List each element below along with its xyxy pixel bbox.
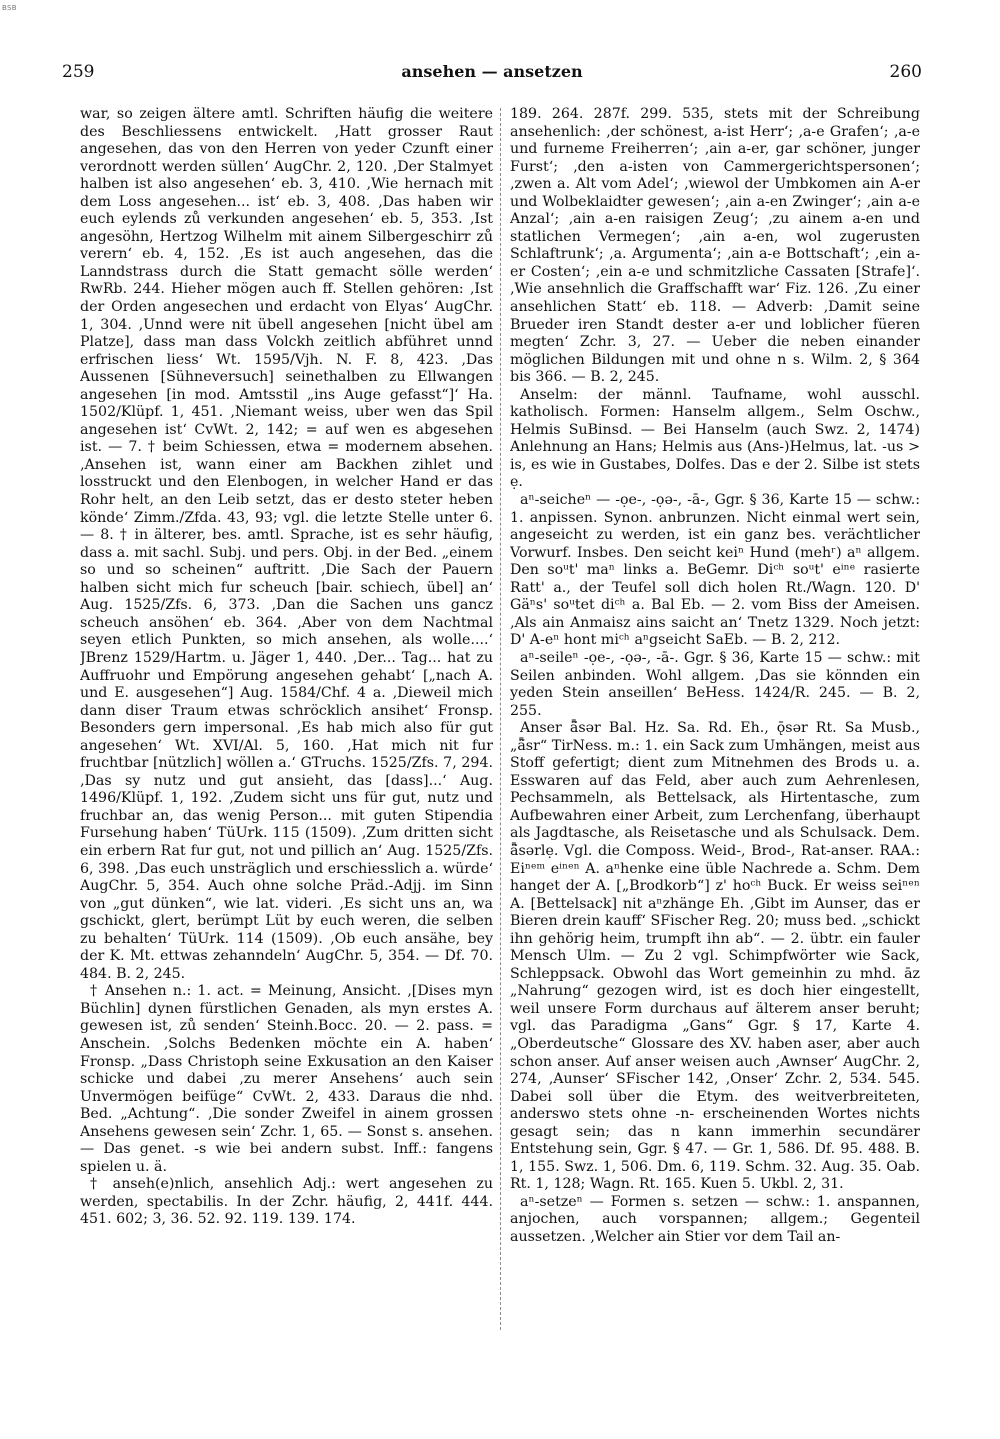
entry-anselm: Anselm: der männl. Taufname, wohl ausschl. katholisch. Formen: Hanselm allgem., Selm Oschw., Helmis SuBinsd. — Bei Hanselm (auch Swz. 2, 1474) Anlehnung an Hans; Helmis aus (Ans-)Helmus, lat. -us > is, es wie in Gustabes, Dolfes. Das e der 2. Silbe ist stets ẹ. — [510, 386, 920, 491]
entry-anseilen: aⁿ-seileⁿ -ọe-, -ọə-, -ā-. Ggr. § 36, Karte 15 — schw.: mit Seilen anbinden. Wohl allgem. ‚Das sie könnden ein yeden Stein anseillen‘ BeHess. 1424/R. 245. — B. 2, 255. — [510, 649, 920, 719]
text-paragraph: 189. 264. 287f. 299. 535, stets mit der Schreibung ansehenlich: ‚der schönest, a-ist Herr‘; ‚a-e Grafen‘; ‚a-e und furneme Freiherren‘; ‚ain a-er, gar schöner, junger Furst‘; ‚den a-isten von Cammergerichtspersonen‘; ‚zwen a. Alt vom Adel‘; ‚wiewol der Umbkomen ain A-er und Wolbeklaidter gewesen‘; ‚ain a-en Zwinger‘; ‚ain a-e Anzal‘; ‚ain a-en raisigen Zeug‘; ‚zu ainem a-en und statlichen Vermegen‘; ‚ain a-en, wol zugerusten Schlaftrunk‘; ‚a. Argumenta‘; ‚ain a-e Bottschaft‘; ‚ein a-er Costen‘; ‚ein a-e und schmitzliche Cassaten [Strafe]‘. ‚Wie ansehnlich die Graffschafft war‘ Fiz. 126. ‚Zu einer ansehlichen Statt‘ eb. 118. — Adverb: ‚Damit seine Brueder iren Standt dester a-er und loblicher füeren megten‘ Zchr. 3, 27. — Ueber die neben einander möglichen Bildungen mit und ohne n s. Wilm. 2, § 364 bis 366. — B. 2, 245. — [510, 106, 920, 386]
page-number-left: 259 — [62, 62, 95, 82]
page-header — [62, 62, 922, 88]
column-divider — [500, 108, 501, 1330]
entry-ansetzen: aⁿ-setzeⁿ — Formen s. setzen — schw.: 1. anspannen, anjochen, auch vorspannen; allgem.; Gegenteil aussetzen. ‚Welcher ain Stier vor dem Tail an- — [510, 1193, 920, 1245]
entry-ansehnlich: † anseh(e)nlich, ansehlich Adj.: wert angesehen zu werden, spectabilis. In der Zchr. häufig, 2, 441f. 444. 451. 602; 3, 36. 52. 92. 119. 139. 174. — [80, 1176, 493, 1228]
entry-anseichen: aⁿ-seicheⁿ — -ọe-, -ọə-, -ā-, Ggr. § 36, Karte 15 — schw.: 1. anpissen. Synon. anbrunzen. Nicht einmal wert sein, angeseicht zu werden, ist ein ganz bes. verächtlicher Vorwurf. Insbes. Den seicht keiⁿ Hund (mehʳ) aⁿ allgem. Den soᵘt' maⁿ links a. BeGemr. Diᶜʰ soᵘt' eⁱⁿᵉ rasierte Ratt' a., der Teufel soll dich holen Rt./Wagn. 120. D' Gäⁿs' soᵘtet diᶜʰ a. Bal Eb. — 2. vom Biss der Ameisen. ‚Als ain Anmaisz ains saicht an‘ Tnetz 1329. Noch jetzt: D' A-eⁿ hont miᶜʰ aⁿgseicht SaEb. — B. 2, 212. — [510, 492, 920, 649]
text-paragraph: war, so zeigen ältere amtl. Schriften häufig die weitere des Beschliessens entwickelt. ‚Hatt grosser Raut angesehen, das von den Herren von yeder Czunft einer verordnott werden süllen‘ AugChr. 2, 120. ‚Der Stalmyet halben ist also angesehen‘ eb. 3, 410. ‚Wie hernach mit dem Loss angesehen... ist‘ eb. 3, 408. ‚Das haben wir euch eylends zů verkunden angesehen‘ eb. 5, 353. ‚Ist angesöhn, Hertzog Wilhelm mit ainem Silbergeschirr zů verern‘ eb. 4, 152. ‚Es ist auch angesehen, das die Lanndstrass durch die Statt gemacht sölle werden‘ RwRb. 244. Hieher mögen auch ff. Stellen gehören: ‚Ist der Orden angesechen und erdacht von Elyas‘ AugChr. 1, 304. ‚Unnd were nit übell angesehen [nicht übel am Platze], dass man dass Volckh zeitlich abführet unnd erfrischen liess‘ Wt. 1595/Vjh. N. F. 8, 423. ‚Das Aussenen [Sühneversuch] seinethalben zu Ellwangen angesehen [in mod. Amtsstil „ins Auge gefasst“]‘ Ha. 1502/Klüpf. 1, 451. ‚Niemant weiss, uber wen das Spil angesehen ist‘ CvWt. 2, 142; = auf wen es abgesehen ist. — 7. † beim Schiessen, etwa = modernem absehen. ‚Ansehen ist, wann einer am Backhen zihlet und losstruckt und den Elenbogen, in welcher Hand er das Rohr helt, an den Leib setzt, das er desto steter heben könde‘ Zimm./Zfda. 43, 93; vgl. die letzte Stelle unter 6. — 8. † in älterer, bes. amtl. Sprache, ist es sehr häufig, dass a. mit sachl. Subj. und pers. Obj. in der Bed. „einem so und so scheinen“ auftritt. ‚Die Sach der Pauern halben sicht mich fur scheuch [bair. schiech, übel] an‘ Aug. 1525/Zfs. 6, 373. ‚Dan die Sachen uns gancz scheuch ansöhen‘ eb. 364. ‚Aber von dem Nachtmal seyen etlich Punkten, so mich ansehen, als wolle....‘ JBrenz 1529/Hartm. u. Jäger 1, 440. ‚Der... Tag... hat zu Auffruohr und Empörung angesehen gehabt‘ [„nach A. und E. ausgesehen“] Aug. 1584/Chf. 4 a. ‚Dieweil mich dann diser Traum etwas schröcklich ansihet‘ Fronsp. Besonders gern impersonal. ‚Es hab mich also für gut angesehen‘ Wt. XVI/Al. 5, 160. ‚Hat mich nit fur fruchtbar [nützlich] wöllen a.‘ GTruchs. 1525/Zfs. 7, 294. ‚Das sy nutz und gut ansieht, das [dass]...‘ Aug. 1496/Klüpf. 1, 192. ‚Zudem sicht uns für gut, nutz und fruchbar an, das wenig Person... mit guten Stipendia Fursehung haben‘ TüUrk. 115 (1509). ‚Zum dritten sicht ein erbern Rat fur gut, not und pillich an‘ Aug. 1525/Zfs. 6, 398. ‚Das euch unsträglich und erschiesslich a. würde‘ AugChr. 5, 354. Auch ohne solche Präd.-Adjj. im Sinn von „gut dünken“, wie lat. videri. ‚Es sicht uns an, wa gschickt, glert, berümpt Lüt by euch weren, die selben zu behalten‘ TüUrk. 114 (1509). ‚Ob euch ansähe, bey der K. Mt. ettwas zehanndeln‘ AugChr. 5, 354. — Df. 70. 484. B. 2, 245. — [80, 106, 493, 982]
left-column — [80, 106, 493, 1328]
entry-ansehen-noun: † Ansehen n.: 1. act. = Meinung, Ansicht. ‚[Dises myn Büchlin] dynen fürstlichen Genaden, als myn erstes A. gewesen ist, zů senden‘ Steinh.Bocc. 20. — 2. pass. = Anschein. ‚Solchs Bedenken möchte ein A. haben‘ Fronsp. „Dass Christoph seine Exkusation an den Kaiser schicke und dabei ‚zu merer Ansehens‘ auch sein Unvermögen beifüge“ CvWt. 2, 433. Daraus die nhd. Bed. „Achtung“. ‚Die sonder Zweifel in ainem grossen Ansehens gewesen sein‘ Zchr. 1, 65. — Sonst s. ansehen. — Das genet. -s wie bei andern subst. Inff.: fangens spielen u. ä. — [80, 983, 493, 1175]
page-number-right: 260 — [889, 62, 922, 82]
entry-anser: Anser ǟ̃sər Bal. Hz. Sa. Rd. Eh., ǭsər Rt. Sa Musb., „ǟ̃sr“ TirNess. m.: 1. ein Sack zum Umhängen, meist aus Stoff gefertigt; dient zum Mitnehmen des Brods u. a. Esswaren auf das Feld, aber auch zum Aehrenlesen, Pechsammeln, als Bettelsack, als Hirtentasche, zum Aufbewahren einer Arbeit, zum Lerchenfang, überhaupt als Jagdtasche, als Reisetasche und als Schulsack. Dem. ǟ̃sərlẹ. Vgl. die Composs. Weid-, Brod-, Rat-anser. RAA.: Eiⁿᵉᵐ eⁱⁿᵉⁿ A. aⁿhenke eine üble Nachrede a. Schm. Dem hanget der A. [„Brodkorb“] z' hoᶜʰ Buck. Er weiss seiⁿᵉⁿ A. [Bettelsack] nit aⁿzhänge Eh. ‚Gibt im Aunser, das er Bieren drein kauff‘ SFischer Reg. 20; muss bed. „schickt ihn gehörig heim, trumpft ihn ab“. — 2. übtr. ein fauler Mensch Ulm. — Zu 2 vgl. Schimpfwörter wie Sack, Schleppsack. Obwohl das Wort gemeinhin zu mhd. āz „Nahrung“ gezogen wird, ist es doch hier eingestellt, weil unsere Form durchaus auf älterem anser beruht; vgl. das Paradigma „Gans“ Ggr. § 17, Karte 4. „Oberdeutsche“ Glossare des XV. haben aser, aber auch schon anser. Auf anser weisen auch ‚Awnser‘ AugChr. 2, 274, ‚Aunser‘ SFischer 142, ‚Onser‘ Zchr. 2, 534. 545. Dabei soll über die Etym. des weitverbreiteten, anderswo stets ohne -n- erscheinenden Wortes nichts gesagt sein; das n kann immerhin secundärer Entstehung sein, Ggr. § 47. — Gr. 1, 586. Df. 95. 488. B. 1, 155. Swz. 1, 506. Dm. 6, 119. Schm. 32. Aug. 35. Oab. Rt. 1, 128; Wagn. Rt. 165. Kuen 5. Ukbl. 2, 31. — [510, 720, 920, 1193]
watermark: BSB — [2, 4, 17, 12]
running-title: ansehen — ansetzen — [401, 62, 583, 81]
right-column — [510, 106, 920, 1328]
